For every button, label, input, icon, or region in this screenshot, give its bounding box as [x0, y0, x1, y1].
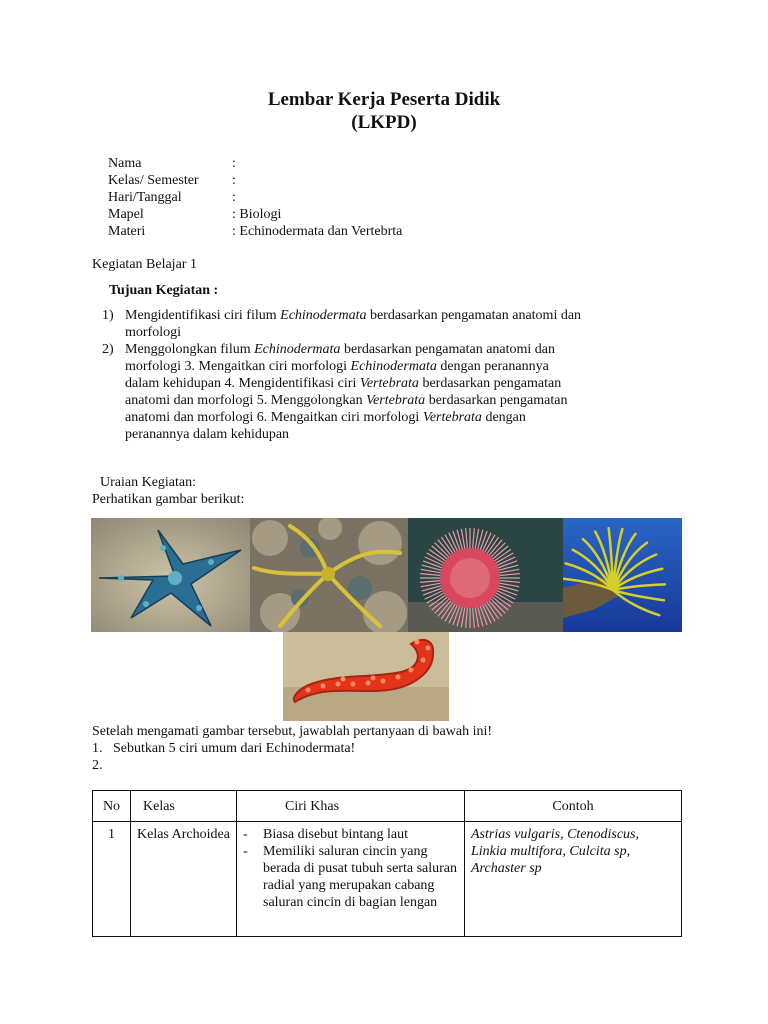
goal-number: 2) — [102, 342, 114, 357]
goal-text: Mengidentifikasi ciri filum — [125, 308, 281, 323]
header-kelas: Kelas — [131, 791, 237, 822]
goal-taxon: Echinodermata — [280, 308, 367, 323]
activity-title: Kegiatan Belajar 1 — [92, 257, 197, 272]
cell-no: 1 — [93, 822, 131, 937]
header-no: No — [93, 791, 131, 822]
instruction-text: Setelah mengamati gambar tersebut, jawablah pertanyaan di bawah ini! — [92, 724, 493, 739]
goal-text: dengan peranannya dalam kehidupan — [125, 410, 526, 442]
brittle-star-photo — [250, 518, 408, 632]
identity-label: Nama — [108, 156, 142, 171]
description-label: Uraian Kegiatan: — [100, 475, 197, 490]
question-number: 1. — [92, 741, 103, 756]
contoh-species: Astrias vulgaris, Ctenodiscus, Linkia multifora, Culcita sp, Archaster sp — [471, 827, 640, 876]
question-2 — [92, 757, 103, 774]
goal-text: berdasarkan pengamatan anatomi dan morfologi 3. Mengaitkan ciri morfologi — [125, 342, 556, 374]
identity-value: : — [232, 190, 236, 205]
classification-table — [92, 790, 682, 937]
goal-item-2 — [102, 341, 582, 443]
ciri-list — [239, 826, 460, 911]
table-row — [93, 822, 682, 937]
goal-item-1 — [102, 307, 582, 341]
identity-label: Hari/Tanggal — [108, 190, 182, 205]
cell-contoh — [465, 822, 682, 937]
goal-text: berdasarkan pengamatan anatomi dan morfologi 5. Menggolongkan — [125, 376, 562, 408]
question-text: Sebutkan 5 ciri umum dari Echinodermata! — [113, 741, 356, 756]
sea-cucumber-photo — [283, 632, 449, 721]
ciri-item: - Biasa disebut bintang laut — [239, 826, 460, 843]
question-number: 2. — [92, 758, 103, 773]
observe-label: Perhatikan gambar berikut: — [92, 492, 245, 507]
header-ciri-khas: Ciri Khas — [237, 791, 465, 822]
identity-label: Materi — [108, 224, 146, 239]
goal-taxon: Echinodermata — [350, 359, 437, 374]
identity-value: : — [232, 156, 236, 171]
identity-row-nama — [108, 155, 236, 172]
identity-row-kelas — [108, 172, 236, 189]
identity-value: : Biologi — [232, 207, 282, 222]
goal-taxon: Vertebrata — [366, 393, 426, 408]
goal-number: 1) — [102, 308, 114, 323]
worksheet-subtitle: (LKPD) — [351, 112, 417, 133]
identity-value: : — [232, 173, 236, 188]
identity-row-mapel — [108, 206, 281, 223]
goal-taxon: Echinodermata — [254, 342, 341, 357]
goal-taxon: Vertebrata — [422, 410, 482, 425]
goal-text: dengan peranannya dalam kehidupan 4. Mengidentifikasi ciri — [125, 359, 549, 391]
feather-star-photo — [563, 518, 682, 632]
ciri-item: - Memiliki saluran cincin yang berada di pusat tubuh serta saluran radial yang merupakan cabang saluran cincin di bagian lengan — [239, 843, 460, 911]
table-header-row — [93, 791, 682, 822]
question-1 — [92, 740, 355, 757]
identity-row-tanggal — [108, 189, 236, 206]
identity-value: : Echinodermata dan Vertebrta — [232, 224, 403, 239]
goal-taxon: Vertebrata — [359, 376, 419, 391]
worksheet-title: Lembar Kerja Peserta Didik — [267, 89, 501, 110]
goal-text: berdasarkan pengamatan anatomi dan morfologi — [125, 308, 582, 340]
sea-urchin-photo — [408, 518, 563, 632]
goal-text: berdasarkan pengamatan anatomi dan morfologi 6. Mengaitkan ciri morfologi — [125, 393, 568, 425]
header-contoh: Contoh — [465, 791, 682, 822]
cell-kelas: Kelas Archoidea — [131, 822, 237, 937]
cell-ciri-khas — [237, 822, 465, 937]
identity-label: Mapel — [108, 207, 144, 222]
goal-text: Menggolongkan filum — [125, 342, 255, 357]
identity-label: Kelas/ Semester — [108, 173, 199, 188]
identity-row-materi — [108, 223, 402, 240]
starfish-photo — [91, 518, 250, 632]
goals-heading: Tujuan Kegiatan : — [109, 283, 219, 298]
